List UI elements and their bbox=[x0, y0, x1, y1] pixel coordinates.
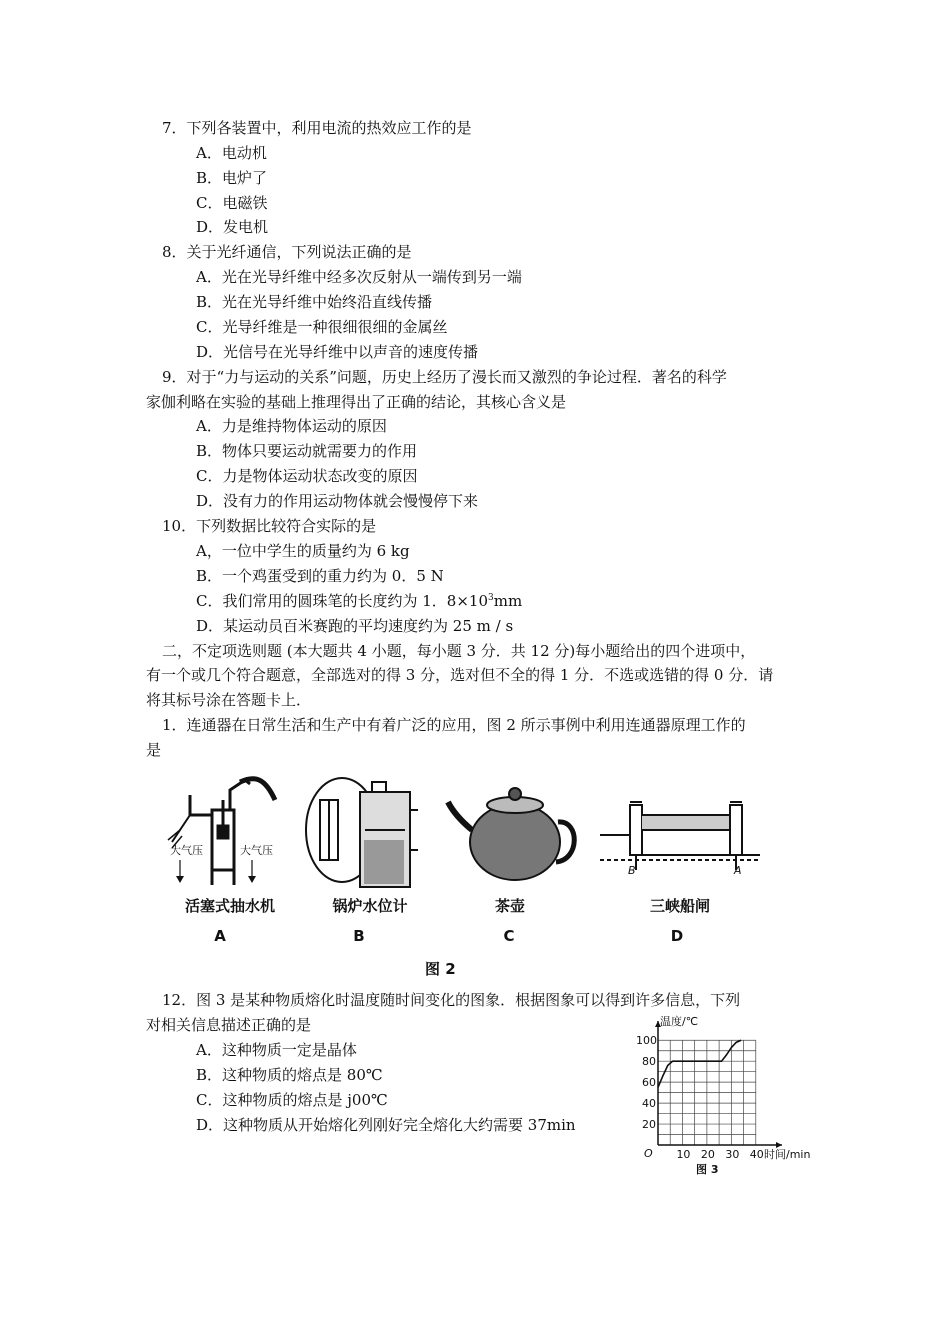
q12-stem-line1: 12．图 3 是某种物质熔化时温度随时间变化的图象．根据图象可以得到许多信息，下列 bbox=[162, 991, 741, 1009]
q10-stem: 10．下列数据比较符合实际的是 bbox=[162, 517, 377, 535]
ship-lock-label-b: B bbox=[628, 864, 636, 877]
q10-option-d: D．某运动员百米赛跑的平均速度约为 25 m / s bbox=[196, 617, 514, 635]
origin-label: O bbox=[644, 1147, 653, 1160]
figure-d-caption: 三峡船闸 bbox=[649, 897, 710, 915]
y-tick-label: 60 bbox=[642, 1076, 656, 1090]
q12-option-b: B．这种物质的熔点是 80℃ bbox=[196, 1066, 383, 1084]
q9-stem-line1: 9．对于“力与运动的关系”问题，历史上经历了漫长而又激烈的争论过程．著名的科学 bbox=[162, 368, 727, 386]
figure-a-caption: 活塞式抽水机 bbox=[184, 897, 275, 915]
q10-option-c bbox=[196, 590, 522, 612]
figure3-chart bbox=[630, 1010, 810, 1180]
x-tick-label: 40 bbox=[749, 1148, 764, 1161]
q8-option-a: A．光在光导纤维中经多次反射从一端传到另一端 bbox=[196, 268, 522, 286]
figure2-caption: 图 2 bbox=[425, 960, 456, 978]
atmos-arrowhead-left bbox=[176, 876, 184, 883]
piston-pump-illustration bbox=[168, 779, 275, 885]
x-tick-label: 10 bbox=[676, 1148, 691, 1161]
q9-option-a: A．力是维持物体运动的原因 bbox=[196, 417, 387, 435]
atmos-label-right: 大气压 bbox=[240, 844, 273, 857]
x-axis-label: 时间/min bbox=[764, 1148, 810, 1161]
y-tick-label: 100 bbox=[636, 1034, 657, 1048]
q9-option-d: D．没有力的作用运动物体就会慢慢停下来 bbox=[196, 492, 479, 510]
atmos-arrowhead-right bbox=[248, 876, 256, 883]
q12-option-c: C．这种物质的熔点是 j00℃ bbox=[196, 1091, 388, 1109]
q12-stem-line2: 对相关信息描述正确的是 bbox=[146, 1016, 312, 1034]
q9-option-c: C．力是物体运动状态改变的原因 bbox=[196, 467, 418, 485]
figure-b-caption: 锅炉水位计 bbox=[332, 897, 408, 915]
q10-option-c-exponent: 3 bbox=[488, 593, 494, 603]
q7-option-d: D．发电机 bbox=[196, 218, 269, 236]
y-tick-label: 80 bbox=[642, 1055, 656, 1069]
q7-option-c: C．电磁铁 bbox=[196, 194, 268, 212]
q11-stem-line2: 是 bbox=[146, 741, 162, 759]
q12-option-d: D．这种物质从开始熔化列刚好完全熔化大约需要 37min bbox=[196, 1116, 576, 1134]
figure-c-caption: 茶壶 bbox=[494, 897, 525, 915]
x-tick-label: 20 bbox=[700, 1148, 715, 1161]
atmos-label-left: 大气压 bbox=[170, 844, 203, 857]
section2-line2: 有一个或几个符合题意，全部选对的得 3 分，选对但不全的得 1 分．不选或选错的得 0 分．请 bbox=[146, 666, 774, 684]
q7-option-a: A．电动机 bbox=[196, 144, 267, 162]
teapot-illustration bbox=[448, 788, 574, 880]
q8-option-b: B．光在光导纤维中始终沿直线传播 bbox=[196, 293, 433, 311]
q8-option-c: C．光导纤维是一种很细很细的金属丝 bbox=[196, 318, 448, 336]
figure3-caption: 图 3 bbox=[696, 1163, 719, 1176]
q10-option-c-text: C．我们常用的圆珠笔的长度约为 1．8×10 bbox=[196, 592, 488, 610]
q8-option-d: D．光信号在光导纤维中以声音的速度传播 bbox=[196, 343, 479, 361]
q9-stem-line2: 家伽利略在实验的基础上推理得出了正确的结论，其核心含义是 bbox=[146, 393, 567, 411]
section2-line3: 将其标号涂在答题卡上． bbox=[146, 691, 312, 709]
figure-c-letter: C bbox=[503, 927, 515, 945]
figure-d-letter: D bbox=[670, 927, 684, 945]
q10-option-a: A，一位中学生的质量约为 6 kg bbox=[196, 542, 410, 560]
y-tick-label: 20 bbox=[642, 1118, 656, 1132]
section2-line1: 二，不定项选则题 (本大题共 4 小题，每小题 3 分．共 12 分)每小题给出的四个进项中， bbox=[162, 642, 756, 660]
q7-option-b: B．电炉了 bbox=[196, 169, 268, 187]
q8-stem: 8．关于光纤通信，下列说法正确的是 bbox=[162, 243, 412, 261]
y-axis-label: 温度/℃ bbox=[660, 1015, 699, 1028]
ship-lock-illustration bbox=[600, 802, 760, 870]
q11-stem-line1: 1．连通器在日常生活和生产中有着广泛的应用，图 2 所示事例中利用连通器原理工作的 bbox=[162, 716, 746, 734]
figure-b-letter: B bbox=[353, 927, 365, 945]
boiler-gauge-illustration bbox=[306, 778, 418, 887]
ship-lock-label-a: A bbox=[734, 864, 742, 877]
y-tick-label: 40 bbox=[642, 1097, 656, 1111]
q10-option-c-unit: mm bbox=[493, 592, 523, 610]
q7-stem: 7．下列各装置中，利用电流的热效应工作的是 bbox=[162, 119, 472, 137]
q9-option-b: B．物体只要运动就需要力的作用 bbox=[196, 442, 418, 460]
chart-grid bbox=[658, 1040, 756, 1145]
figure-a-letter: A bbox=[214, 927, 226, 945]
q12-option-a: A．这种物质一定是晶体 bbox=[196, 1041, 357, 1059]
x-tick-label: 30 bbox=[725, 1148, 740, 1161]
q10-option-b: B．一个鸡蛋受到的重力约为 0．5 N bbox=[196, 567, 444, 585]
